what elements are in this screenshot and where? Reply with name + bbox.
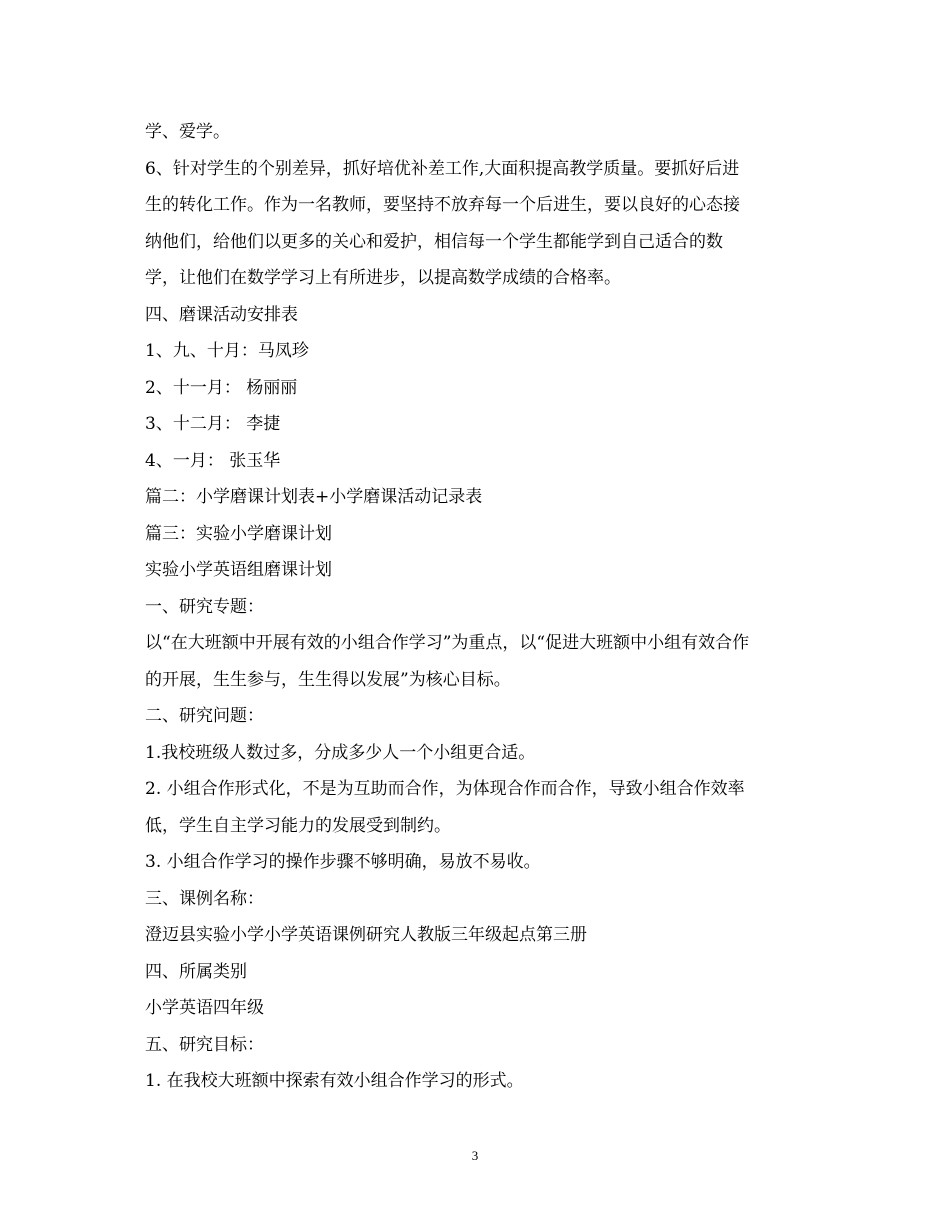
text-line: 小学英语四年级 [145,998,264,1018]
section-heading: 三、课例名称： [145,888,264,909]
text-line: 6、针对学生的个别差异，抓好培优补差工作,大面积提高教学质量。要抓好后进 [145,158,740,179]
list-item: 1. 在我校大班额中探索有效小组合作学习的形式。 [145,1071,524,1091]
document-title: 实验小学英语组磨课计划 [145,560,332,580]
text-line: 以“在大班额中开展有效的小组合作学习”为重点，以“促进大班额中小组有效合作 [145,633,750,653]
document-body [145,114,825,1100]
text-line: 澄迈县实验小学小学英语课例研究人教版三年级起点第三册 [145,925,587,945]
text-line: 的开展，生生参与，生生得以发展”为核心目标。 [145,669,511,690]
section-heading: 四、磨课活动安排表 [145,304,298,325]
list-item: 4、一月： 张玉华 [145,450,281,471]
list-item: 2. 小组合作形式化，不是为互助而合作，为体现合作而合作，导致小组合作效率 [145,779,745,799]
section-heading: 四、所属类别 [145,961,247,982]
list-item: 1.我校班级人数过多，分成多少人一个小组更合适。 [145,742,536,763]
text-line: 学、爱学。 [145,122,230,142]
text-line: 纳他们，给他们以更多的关心和爱护，相信每一个学生都能学到自己适合的数 [145,231,723,252]
page-number: 3 [471,1148,479,1163]
chapter-heading: 篇二：小学磨课计划表+小学磨课活动记录表 [145,487,483,507]
text-line: 生的转化工作。作为一名教师，要坚持不放弃每一个后进生，要以良好的心态接 [145,195,740,215]
chapter-heading: 篇三：实验小学磨课计划 [145,523,332,544]
section-heading: 五、研究目标： [145,1034,264,1055]
text-line: 学，让他们在数学学习上有所进步，以提高数学成绩的合格率。 [145,268,621,288]
list-item: 2、十一月： 杨丽丽 [145,377,298,398]
section-heading: 一、研究专题： [145,596,264,617]
list-item: 3. 小组合作学习的操作步骤不够明确，易放不易收。 [145,852,541,872]
list-item: 1、九、十月：马凤珍 [145,341,309,361]
list-item: 3、十二月： 李捷 [145,414,281,434]
section-heading: 二、研究问题： [145,706,264,726]
text-line: 低，学生自主学习能力的发展受到制约。 [145,815,451,836]
